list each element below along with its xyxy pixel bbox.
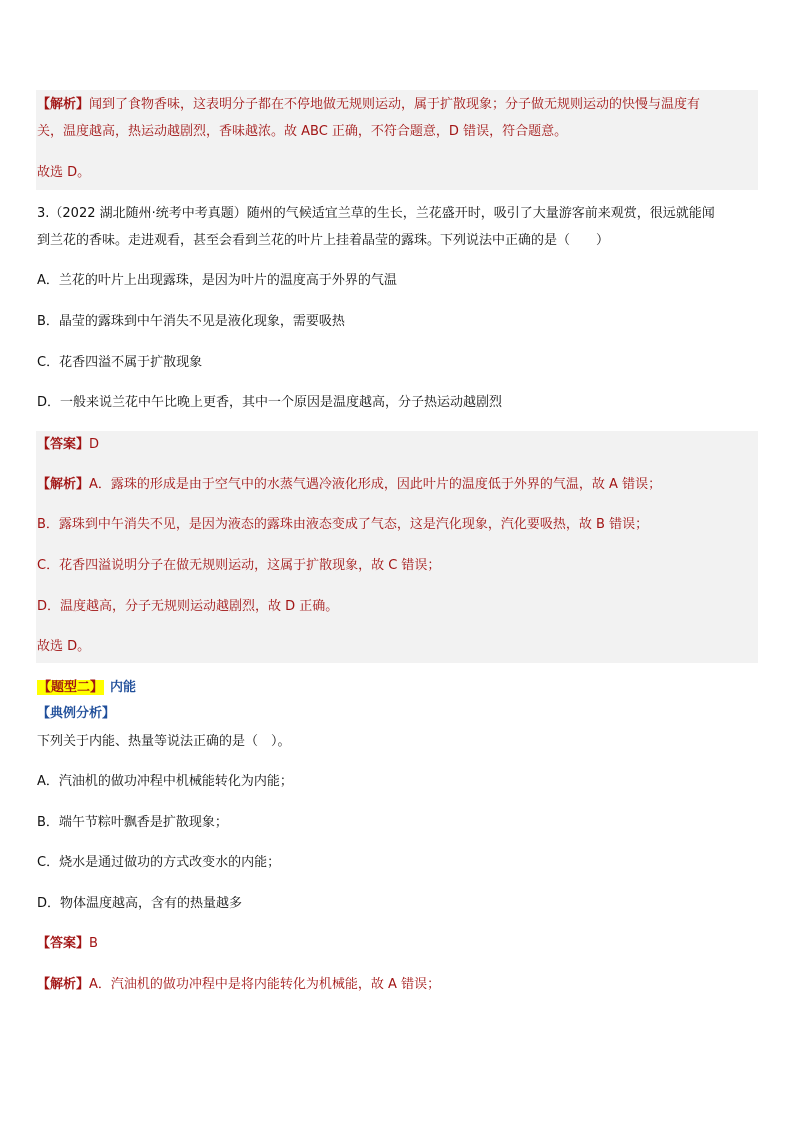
analysis-line: C．花香四溢说明分子在做无规则运动，这属于扩散现象，故 C 错误； (37, 558, 441, 573)
analysis-text: A．露珠的形成是由于空气中的水蒸气遇冷液化形成，因此叶片的温度低于外界的气温，故 A 错误； (89, 477, 662, 492)
answer-line (37, 436, 99, 454)
analysis-line (37, 976, 440, 994)
option-d: D．物体温度越高，含有的热量越多 (37, 896, 243, 911)
answer-block-q3 (36, 431, 758, 663)
option-a: A．兰花的叶片上出现露珠，是因为叶片的温度高于外界的气温 (37, 273, 397, 288)
analysis-line (37, 96, 700, 114)
example-label: 【典例分析】 (37, 706, 116, 721)
section-heading (37, 679, 136, 697)
answer-label: 【答案】 (37, 437, 90, 452)
analysis-label: 【解析】 (37, 477, 90, 492)
option-b: B．晶莹的露珠到中午消失不见是液化现象，需要吸热 (37, 314, 345, 329)
question-stem: 下列关于内能、热量等说法正确的是（ ）。 (37, 734, 291, 749)
select-line: 故选 D。 (37, 639, 91, 654)
section-heading-label: 【题型二】 (38, 680, 104, 695)
analysis-label: 【解析】 (37, 97, 90, 112)
analysis-line: 关，温度越高，热运动越剧烈，香味越浓。故 ABC 正确，不符合题意，D 错误，符合题意。 (37, 124, 568, 139)
option-c: C．烧水是通过做功的方式改变水的内能； (37, 855, 281, 870)
answer-label: 【答案】 (37, 936, 90, 951)
analysis-line (37, 476, 661, 494)
section-heading-title: 内能 (110, 680, 137, 695)
analysis-line: B．露珠到中午消失不见，是因为液态的露珠由液态变成了气态，这是汽化现象，汽化要吸热，故 B 错误； (37, 517, 649, 532)
analysis-text: 闻到了食物香味，这表明分子都在不停地做无规则运动，属于扩散现象；分子做无规则运动的快慢与温度有 (89, 97, 701, 112)
select-line: 故选 D。 (37, 165, 91, 180)
option-a: A．汽油机的做功冲程中机械能转化为内能； (37, 774, 293, 789)
question-stem: 3.（2022 湖北随州·统考中考真题）随州的气候适宜兰草的生长，兰花盛开时，吸引了大量游客前来观赏，很远就能闻 (37, 206, 715, 221)
answer-value: B (89, 936, 98, 951)
question-stem: 到兰花的香味。走进观看，甚至会看到兰花的叶片上挂着晶莹的露珠。下列说法中正确的是（ ） (37, 233, 610, 248)
answer-line (37, 935, 98, 953)
analysis-line: D．温度越高，分子无规则运动越剧烈，故 D 正确。 (37, 599, 339, 614)
option-d: D．一般来说兰花中午比晚上更香，其中一个原因是温度越高，分子热运动越剧烈 (37, 395, 503, 410)
option-c: C．花香四溢不属于扩散现象 (37, 355, 203, 370)
option-b: B．端午节粽叶飘香是扩散现象； (37, 815, 228, 830)
analysis-text: A．汽油机的做功冲程中是将内能转化为机械能，故 A 错误； (89, 977, 441, 992)
analysis-label: 【解析】 (37, 977, 90, 992)
answer-value: D (89, 437, 100, 452)
